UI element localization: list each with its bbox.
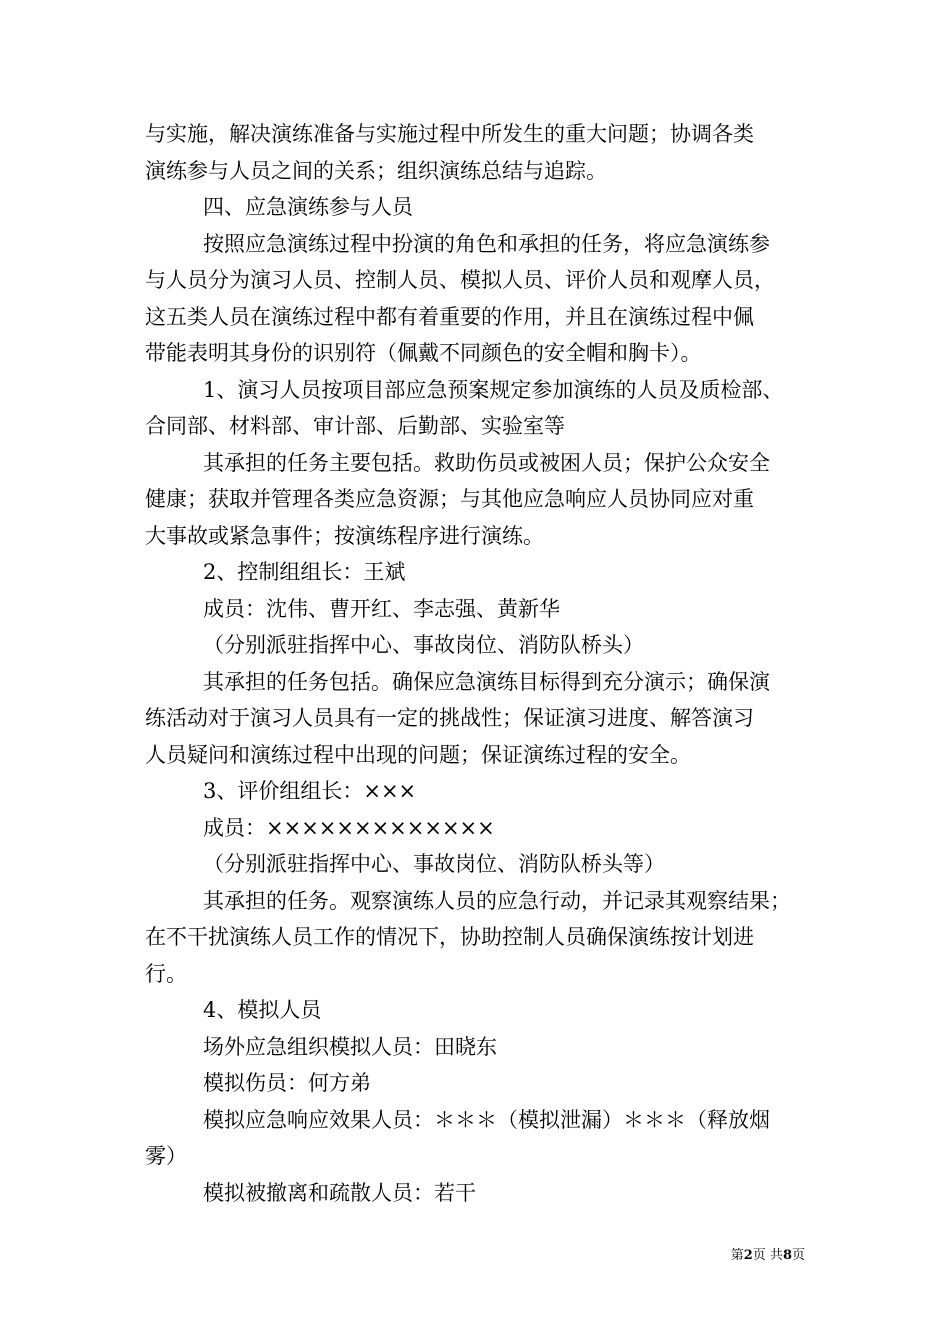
text-line: 模拟被撤离和疏散人员：若干 (203, 1180, 476, 1205)
text-line: 模拟应急响应效果人员：＊＊＊（模拟泄漏）＊＊＊（释放烟 (203, 1107, 770, 1132)
text-line: 演练参与人员之间的关系；组织演练总结与追踪。 (145, 158, 607, 183)
text-line: 与人员分为演习人员、控制人员、模拟人员、评价人员和观摩人员， (145, 268, 775, 292)
text-line: 在不干扰演练人员工作的情况下，协助控制人员确保演练按计划进 (145, 925, 754, 949)
text-line: 练活动对于演习人员具有一定的挑战性；保证演习进度、解答演习 (145, 706, 754, 730)
text-line: 模拟伤员：何方弟 (203, 1071, 371, 1095)
text-line: 成员：沈伟、曹开红、李志强、黄新华 (203, 596, 560, 621)
text-line: 其承担的任务。观察演练人员的应急行动，并记录其观察结果； (203, 888, 791, 913)
footer-page-number: 2 (743, 1248, 753, 1263)
text-line: 成员：××××××××××××× (203, 815, 495, 840)
text-line: 这五类人员在演练过程中都有着重要的作用，并且在演练过程中佩 (145, 304, 754, 329)
text-line: 3、评价组组长：××× (203, 779, 417, 803)
text-line: 合同部、材料部、审计部、后勤部、实验室等 (145, 414, 565, 438)
text-line: 大事故或紧急事件；按演练程序进行演练。 (145, 523, 544, 548)
text-line: 人员疑问和演练过程中出现的问题；保证演练过程的安全。 (145, 742, 691, 767)
text-line: 行。 (145, 961, 187, 986)
text-line: 4、模拟人员 (203, 998, 322, 1022)
text-line: 场外应急组织模拟人员：田晓东 (203, 1034, 497, 1059)
footer-total-pages: 8 (782, 1248, 792, 1263)
footer-middle: 页 共 (752, 1248, 783, 1263)
text-line: 带能表明其身份的识别符（佩戴不同颜色的安全帽和胸卡）。 (145, 341, 702, 365)
text-line: 1、演习人员按项目部应急预案规定参加演练的人员及质检部、 (203, 377, 784, 402)
text-line: 其承担的任务包括。确保应急演练目标得到充分演示；确保演 (203, 669, 770, 694)
text-line: （分别派驻指挥中心、事故岗位、消防队桥头） (203, 633, 644, 657)
text-line: 其承担的任务主要包括。救助伤员或被困人员；保护公众安全 (203, 450, 770, 475)
text-line: 雾） (145, 1144, 187, 1168)
footer-prefix: 第 (730, 1248, 744, 1263)
text-line: 健康；获取并管理各类应急资源；与其他应急响应人员协同应对重 (145, 487, 754, 511)
text-line: 按照应急演练过程中扮演的角色和承担的任务，将应急演练参 (203, 231, 770, 256)
text-line: （分别派驻指挥中心、事故岗位、消防队桥头等） (203, 852, 665, 876)
text-line: 2、控制组组长：王斌 (203, 560, 406, 584)
footer-suffix: 页 (791, 1248, 805, 1263)
text-line: 与实施，解决演练准备与实施过程中所发生的重大问题；协调各类 (145, 122, 754, 146)
page-footer (731, 1244, 805, 1263)
text-line: 四、应急演练参与人员 (203, 195, 413, 219)
document-body (145, 116, 813, 1211)
